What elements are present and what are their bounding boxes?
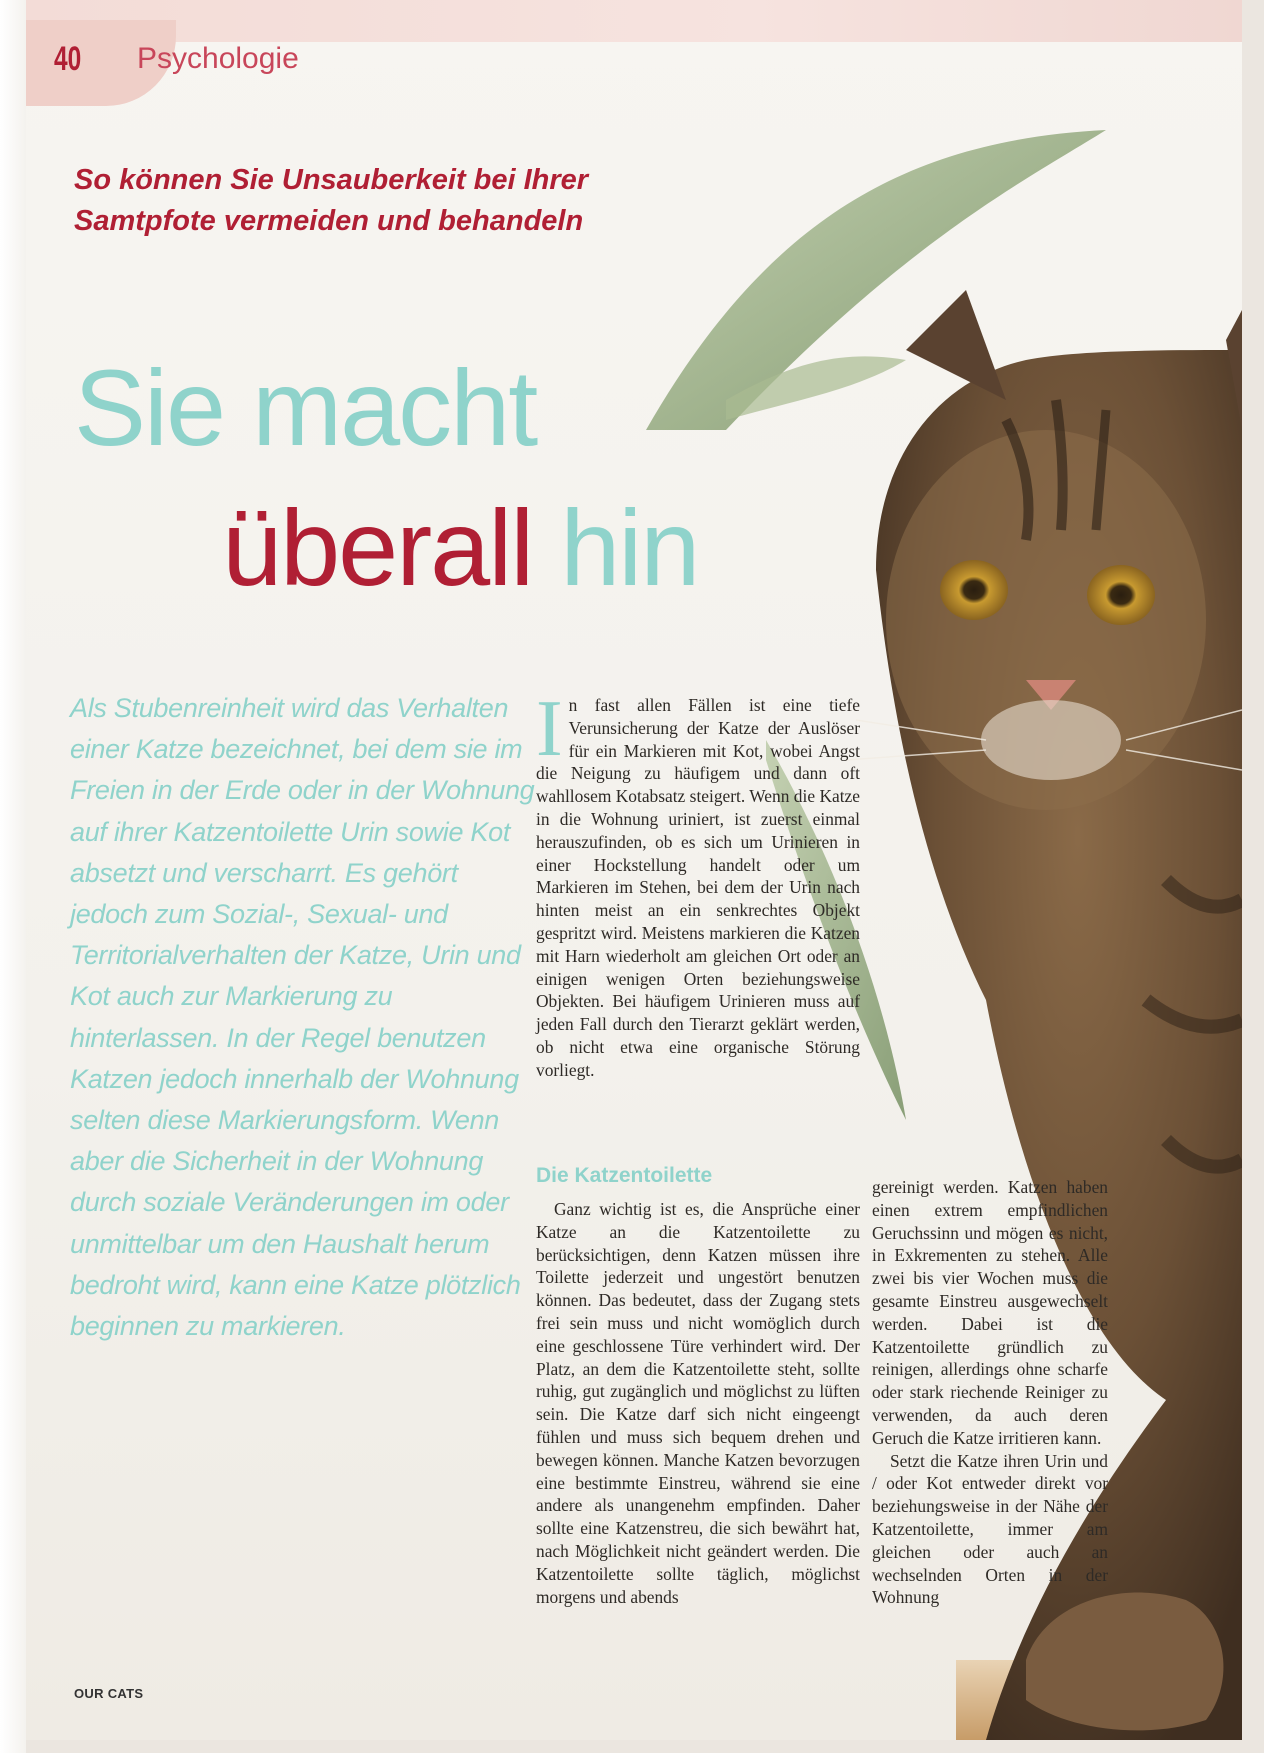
third-column-paragraph-2: Setzt die Katze ihren Urin und / oder Kot entweder direkt vor beziehungsweise in der Nähe der Katzentoilette, immer am gleichen oder auch an wechselnden Orten in der Wohnung	[872, 1450, 1108, 1608]
intro-column	[536, 685, 860, 1082]
section-label: Psychologie	[137, 42, 299, 75]
cat-ear-left	[906, 290, 1006, 400]
section-text-column: Ganz wichtig ist es, die Ansprüche einer Katze an die Katzentoilette zu berücksichtigen, denn Katzen müssen ihre Toilette jederzeit und ungestört benutzen können. Das bedeutet, dass der Zugang stets frei sein muss und nicht womöglich durch eine geschlossene Türe verhindert wird. Der Platz, an dem die Katzentoilette steht, sollte ruhig, gut zugänglich und möglichst zu lüften sein. Die Katze darf sich nicht eingeengt fühlen und muss sich bequem drehen und bewegen können. Manche Katzen bevorzugen eine bestimmte Einstreu, während sie eine andere als unangenehm empfinden. Daher sollte eine Katzenstreu, die sich bewährt hat, nach Möglichkeit nicht geändert werden. Die Katzentoilette sollte täglich, möglichst morgens und abends	[536, 1199, 860, 1607]
page-number: 40	[54, 40, 82, 78]
cat-eye-left	[940, 560, 1008, 620]
headline-word-light: hin	[560, 487, 699, 608]
third-column-paragraph-1: gereinigt werden. Katzen haben einen extrem empfindlichen Geruchssinn und mögen es nicht, in Exkrementen zu stehen. Alle zwei bis vier Wochen muss die gesamte Einstreu ausgewechselt werden. Dabei ist die Katzentoilette gründlich zu reinigen, allerdings ohne scharfe oder stark riechende Reiniger zu verwenden, da auch deren Geruch die Katze irritieren kann.	[872, 1177, 1108, 1448]
headline-line-1: Sie macht	[74, 347, 537, 468]
header-band	[26, 0, 1242, 42]
cat-eye-right	[1087, 565, 1155, 625]
intro-text: n fast allen Fällen ist eine tiefe Verunsicherung der Katze der Auslöser für ein Markieren mit Kot, wobei Angst die Neigung zu häufigem und dann oft wahllosem Kotabsatz steigert. Wenn die Katze in die Wohnung uriniert, ist zuerst einmal herauszufinden, ob es sich um Urinieren in einer Hockstellung handelt oder um Markieren im Stehen, bei dem der Urin nach hinten meist an ein senkrechtes Objekt gespritzt wird. Meistens markieren die Katzen mit Harn wiederholt am gleichen Ort oder an einigen wenigen Orten beziehungsweise Objekten. Bei häufigem Urinieren muss auf jeden Fall durch den Tierarzt geklärt werden, ob nicht etwa eine organische Störung vorliegt.	[536, 695, 860, 1080]
headline-word-red: überall	[222, 487, 533, 608]
magazine-page	[26, 0, 1242, 1740]
kicker-subtitle: So können Sie Unsauberkeit bei Ihrer Samtpfote vermeiden und behandeln	[74, 164, 589, 237]
third-column	[872, 1176, 1108, 1609]
footer-magazine-name: OUR CATS	[74, 1686, 144, 1701]
lead-paragraph: Als Stubenreinheit wird das Verhalten einer Katze bezeichnet, bei dem sie im Freien in der Erde oder in der Wohnung auf ihrer Katzentoilette Urin sowie Kot absetzt und verscharrt. Es gehört jedoch zum Sozial-, Sexual- und Territorialverhalten der Katze, Urin und Kot auch zur Markierung zu hinterlassen. In der Regel benutzen Katzen jedoch innerhalb der Wohnung selten diese Markierungsform. Wenn aber die Sicherheit in der Wohnung durch soziale Veränderungen im oder unmittelbar um den Haushalt herum bedroht wird, kann eine Katze plötzlich beginnen zu markieren.	[70, 693, 535, 1342]
subhead-katzentoilette: Die Katzentoilette	[536, 1164, 713, 1187]
headline-line-2	[222, 488, 698, 608]
scan-edge	[0, 0, 26, 1753]
drop-cap: I	[536, 685, 563, 773]
